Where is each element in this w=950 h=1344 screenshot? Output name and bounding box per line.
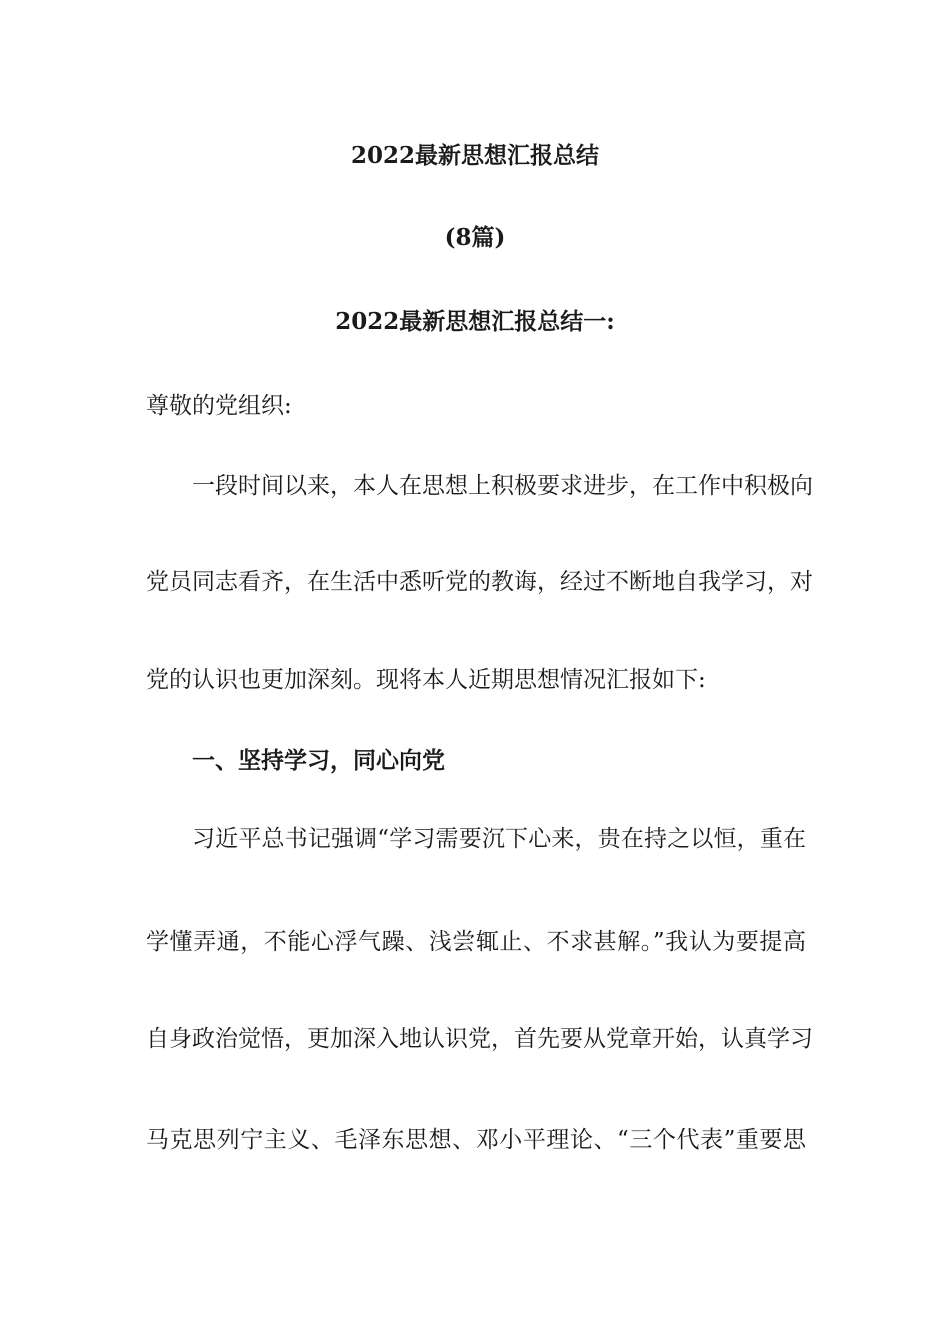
paragraph-2-line-4: 马克思列宁主义、毛泽东思想、邓小平理论、“三个代表”重要思 [146,1127,806,1153]
paragraph-2-line-1: 习近平总书记强调“学习需要沉下心来，贵在持之以恒，重在 [192,826,806,852]
document-subtitle: (8篇) [444,224,506,251]
section-title: 2022最新思想汇报总结一: [335,308,615,335]
document-title: 2022最新思想汇报总结 [350,142,599,169]
paragraph-1-line-3: 党的认识也更加深刻。现将本人近期思想情况汇报如下: [146,667,706,693]
paragraph-2-line-3: 自身政治觉悟，更加深入地认识党，首先要从党章开始，认真学习 [146,1026,813,1052]
paragraph-1-line-2: 党员同志看齐，在生活中悉听党的教诲，经过不断地自我学习，对 [146,569,813,595]
paragraph-1-line-1: 一段时间以来，本人在思想上积极要求进步，在工作中积极向 [192,473,813,499]
heading-1: 一、坚持学习，同心向党 [192,747,445,774]
paragraph-2-line-2: 学懂弄通，不能心浮气躁、浅尝辄止、不求甚解。”我认为要提高 [146,929,806,955]
salutation: 尊敬的党组织: [146,393,292,419]
